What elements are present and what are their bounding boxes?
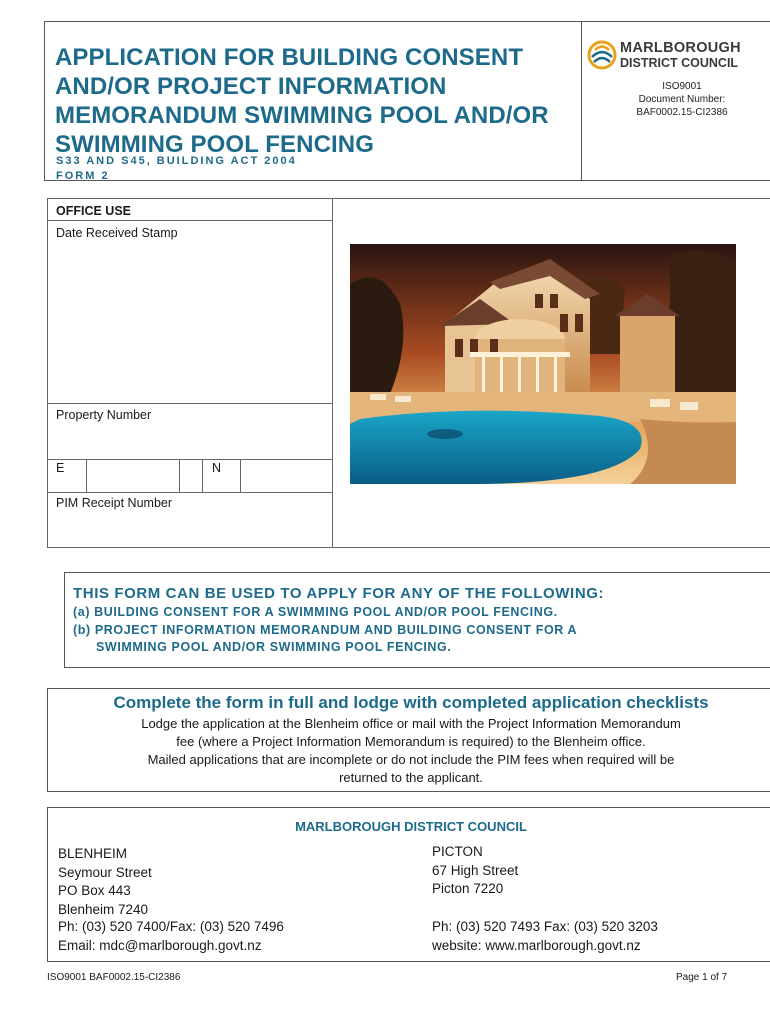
e-divider — [179, 460, 180, 492]
office-use-heading: OFFICE USE — [56, 204, 132, 218]
blenheim-address — [58, 845, 152, 919]
address-line: Seymour Street — [58, 864, 152, 880]
blenheim-contact — [58, 918, 284, 955]
row-line — [48, 220, 332, 221]
address-line: PICTON — [432, 844, 483, 859]
title-line: AND/OR PROJECT INFORMATION — [55, 73, 447, 100]
date-stamp-field[interactable] — [49, 244, 331, 402]
pool-house-photo — [350, 244, 736, 484]
lodge-line: fee (where a Project Information Memorandum is required) to the Blenheim office. — [176, 734, 646, 749]
lodge-text — [68, 715, 754, 787]
title-line: APPLICATION FOR BUILDING CONSENT — [55, 44, 524, 71]
office-divider — [332, 199, 333, 547]
logo-text: MARLBOROUGH — [620, 40, 741, 56]
property-number-field[interactable] — [49, 425, 331, 458]
apply-item-b: (b) PROJECT INFORMATION MEMORANDUM AND BUILDING CONSENT FOR A — [73, 623, 578, 637]
row-line — [48, 403, 332, 404]
doc-number-label: Document Number: — [638, 94, 726, 105]
footer-page-number: Page 1 of 7 — [676, 972, 728, 983]
pim-receipt-field[interactable] — [49, 513, 331, 546]
address-line: Picton 7220 — [432, 881, 504, 896]
lodge-instructions-box — [47, 688, 770, 792]
picton-website: website: www.marlborough.govt.nz — [432, 937, 641, 953]
e-label: E — [56, 461, 65, 475]
apply-heading: THIS FORM CAN BE USED TO APPLY FOR ANY OF THE FOLLOWING: — [73, 585, 605, 602]
council-contact-box — [47, 807, 770, 962]
doc-number: BAF0002.15-CI2386 — [636, 107, 728, 118]
contact-heading: MARLBOROUGH DISTRICT COUNCIL — [295, 819, 527, 834]
picton-phone: Ph: (03) 520 7493 Fax: (03) 520 3203 — [432, 919, 658, 934]
header-divider — [581, 22, 582, 180]
office-use-panel — [47, 198, 770, 548]
lodge-line: returned to the applicant. — [339, 770, 483, 785]
address-line: 67 High Street — [432, 862, 519, 878]
footer-doc-number: ISO9001 BAF0002.15-CI2386 — [47, 972, 181, 983]
northing-field[interactable] — [241, 460, 331, 492]
address-line: Blenheim 7240 — [58, 901, 149, 917]
apply-item-a: (a) BUILDING CONSENT FOR A SWIMMING POOL AND/OR POOL FENCING. — [73, 605, 558, 619]
apply-info-box — [64, 572, 770, 668]
subtitle-line: S33 AND S45, BUILDING ACT 2004 — [56, 155, 297, 167]
iso-label: ISO9001 — [662, 81, 702, 92]
picton-address — [432, 843, 518, 899]
pim-receipt-label: PIM Receipt Number — [56, 496, 173, 510]
n-divider — [202, 460, 203, 492]
apply-item-b-cont: SWIMMING POOL AND/OR SWIMMING POOL FENCING. — [96, 640, 452, 654]
property-number-label: Property Number — [56, 408, 152, 422]
form-title — [55, 43, 575, 159]
title-line: SWIMMING POOL FENCING — [55, 131, 374, 158]
logo-text: DISTRICT COUNCIL — [620, 56, 739, 70]
lodge-heading: Complete the form in full and lodge with completed application checklists — [113, 693, 709, 712]
picton-contact — [432, 918, 658, 955]
document-info — [585, 80, 770, 119]
date-received-label: Date Received Stamp — [56, 226, 178, 240]
blenheim-email: Email: mdc@marlborough.govt.nz — [58, 937, 262, 953]
address-line: BLENHEIM — [58, 846, 128, 861]
subtitle-line: FORM 2 — [56, 170, 110, 182]
easting-field[interactable] — [87, 460, 179, 492]
title-line: MEMORANDUM SWIMMING POOL AND/OR — [55, 102, 549, 129]
council-logo-icon — [586, 37, 618, 73]
address-line: PO Box 443 — [58, 883, 131, 898]
row-line — [48, 492, 332, 493]
n-label: N — [212, 461, 222, 475]
lodge-line: Lodge the application at the Blenheim office or mail with the Project Information Memorandum — [141, 716, 681, 731]
lodge-line: Mailed applications that are incomplete or do not include the PIM fees when required will be — [147, 752, 675, 767]
form-header — [44, 21, 770, 181]
form-subtitle — [56, 154, 456, 184]
blenheim-phone: Ph: (03) 520 7400/Fax: (03) 520 7496 — [58, 919, 284, 934]
